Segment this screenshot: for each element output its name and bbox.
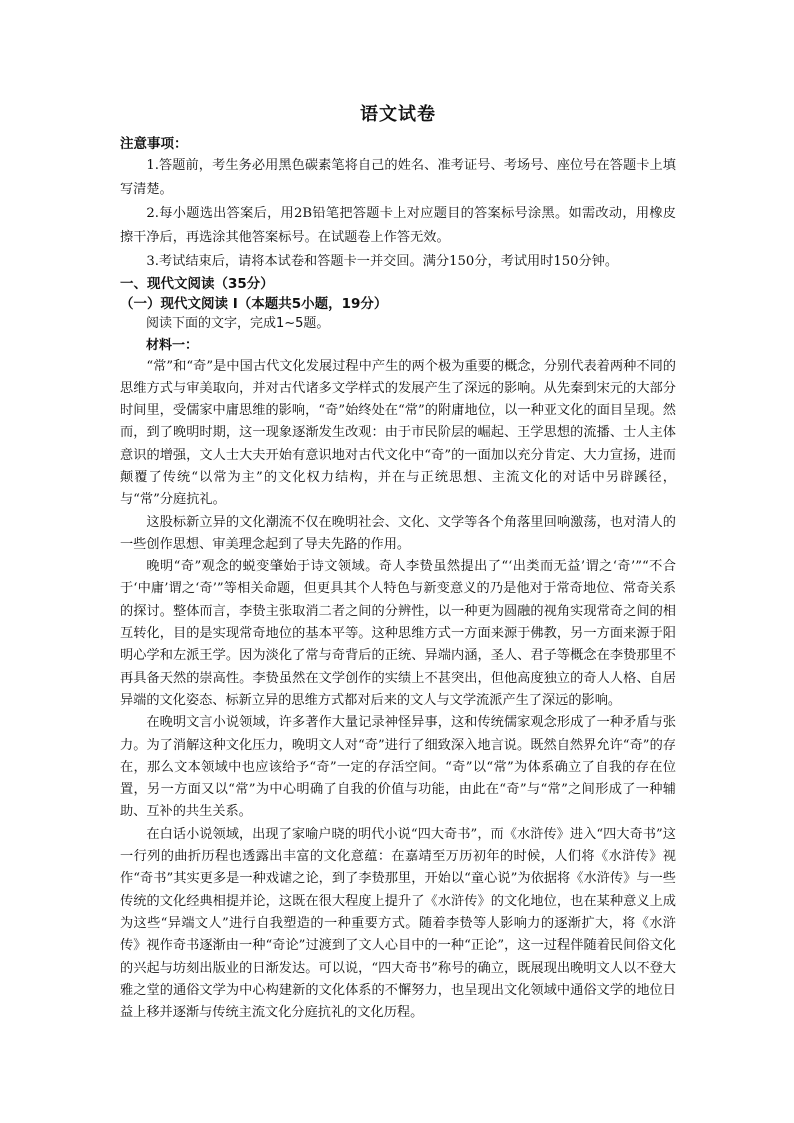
page-title: 语文试卷: [360, 104, 436, 125]
notice-heading: 注意事项：: [120, 136, 188, 152]
notice-item: 1.答题前，考生务必用黑色碳素笔将自己的姓名、准考证号、考场号、座位号在答题卡上填写清楚。: [120, 158, 676, 197]
notice-item: 3.考试结束后，请将本试卷和答题卡一并交回。满分150分，考试用时150分钟。: [146, 254, 619, 269]
section-heading: 一、现代文阅读（35分）: [120, 276, 274, 292]
sub-section-heading: （一）现代文阅读 I（本题共5小题，19分）: [120, 296, 388, 312]
passage-paragraph: “常”和“奇”是中国古代文化发展过程中产生的两个极为重要的概念，分别代表着两种不同的思维方式与审美取向，并对古代诸多文学样式的发展产生了深远的影响。从先秦到宋元的大部分时间里，受儒家中庸思维的影响，“奇”始终处在“常”的附庸地位，以一种亚文化的面目呈现。然而，到了晚明时期，这一现象逐渐发生改观：由于市民阶层的崛起、王学思想的流播、士人主体意识的增强，文人士大夫开始有意识地对古代文化中“奇”的一面加以充分肯定、大力宣扬，进而颠覆了传统“以常为主”的文化权力结构，并在与正统思想、主流文化的对话中另辟蹊径，与“常”分庭抗礼。: [120, 358, 676, 508]
passage-paragraph: 在晚明文言小说领域，许多著作大量记录神怪异事，这和传统儒家观念形成了一种矛盾与张力。为了消解这种文化压力，晚明文人对“奇”进行了细致深入地言说。既然自然界允许“奇”的存在，那么文本领域中也应该给予“奇”一定的存活空间。“奇”以“常”为体系确立了自我的存在位置，另一方面又以“常”为中心明确了自我的价值与功能，由此在“奇”与“常”之间形成了一种辅助、互补的共生关系。: [120, 715, 676, 820]
passage-paragraph: 晚明“奇”观念的蜕变肇始于诗文领域。奇人李贽虽然提出了“‘出类而无益’谓之‘奇’”“不合于‘中庸’谓之‘奇’”等相关命题，但更具其个人特色与新变意义的乃是他对于常奇地位、常奇关系的探讨。整体而言，李贽主张取消二者之间的分辨性，以一种更为圆融的视角实现常奇之间的相互转化，目的是实现常奇地位的基本平等。这种思维方式一方面来源于佛教，另一方面来源于阳明心学和左派王学。因为淡化了常与奇背后的正统、异端内涵，圣人、君子等概念在李贽那里不再具备天然的崇高性。李贽虽然在文学创作的实绩上不甚突出，但他高度独立的奇人人格、自居异端的文化姿态、标新立异的思维方式都对后来的文人与文学流派产生了深远的影响。: [120, 559, 676, 708]
notice-section: [120, 134, 676, 274]
passage-paragraph: 这股标新立异的文化潮流不仅在晚明社会、文化、文学等各个角落里回响激荡，也对清人的一些创作思想、审美理念起到了导夫先路的作用。: [120, 514, 676, 552]
exam-page: [120, 102, 676, 1024]
notice-item: 2.每小题选出答案后，用2B铅笔把答题卡上对应题目的答案标号涂黑。如需改动，用橡皮擦干净后，再选涂其他答案标号。在试题卷上作答无效。: [120, 206, 676, 245]
passage-paragraph: 在白话小说领域，出现了家喻户晓的明代小说“四大奇书”，而《水浒传》进入“四大奇书”这一行列的曲折历程也透露出丰富的文化意蕴：在嘉靖至万历初年的时候，人们将《水浒传》视作“奇书”其实更多是一种戏谑之论，到了李贽那里，开始以“童心说”为依据将《水浒传》与一些传统的文化经典相提并论，这既在很大程度上提升了《水浒传》的文化地位，也在某种意义上成为这些“异端文人”进行自我塑造的一种重要方式。随着李贽等人影响力的逐渐扩大，将《水浒传》视作奇书逐渐由一种“奇论”过渡到了文人心目中的一种“正论”，这一过程伴随着民间俗文化的兴起与坊刻出版业的日渐发达。可以说，“四大奇书”称号的确立，既展现出晚明文人以不登大雅之堂的通俗文学为中心构建新的文化体系的不懈努力，也呈现出文化领域中通俗文学的地位日益上移并逐渐与传统主流文化分庭抗礼的文化历程。: [120, 826, 676, 1021]
section-modern-reading: [120, 274, 676, 1024]
material-label: 材料一：: [146, 337, 199, 353]
reading-instruction: 阅读下面的文字，完成1~5题。: [146, 316, 330, 331]
